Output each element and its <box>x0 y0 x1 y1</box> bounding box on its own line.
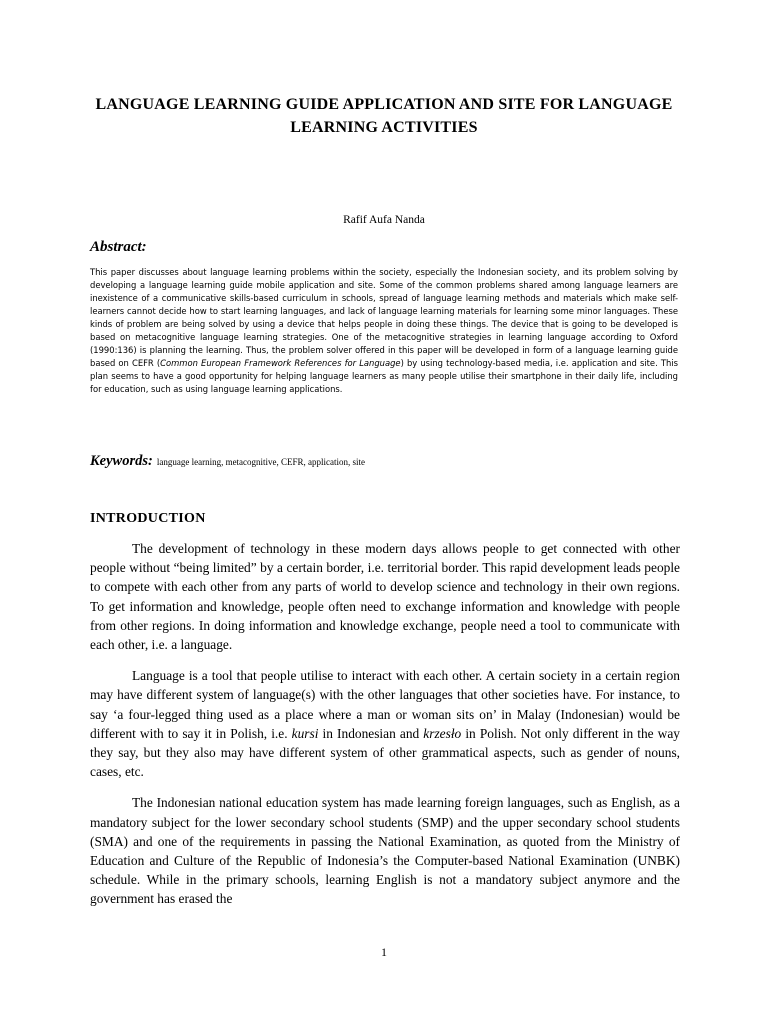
abstract-text-part: This paper discusses about language learning problems within the society, especially the Indonesian society, and its problem solving by developing a language learning guide mobile application and site. Some of the common problems shared among language learners are inexistence of a communicative skills-based curriculum in schools, spread of language learning methods and materials which make self-learners cannot decide how to start learning languages, and lack of language learning materials for learning some minor languages. These kinds of problem are being solved by using a device that helps people in doing these things. The device that is going to be developed is based on metacognitive language learning strategies. One of the metacognitive strategies in learning language according to Oxford (1990:136) is planning the learning. Thus, the problem solver offered in this paper will be developed in form of a language learning guide based on CEFR ( <box>90 267 678 368</box>
introduction-body <box>90 539 680 921</box>
paragraph: The development of technology in these modern days allows people to get connected with other people without “being limited” by a certain border, i.e. territorial border. This rapid development leads people to compete with each other from any parts of world to develop science and technology in their own regions. To get information and knowledge, people often need to exchange information and knowledge with people from other regions. In doing information and knowledge exchange, people need a tool to communicate with each other, i.e. a language. <box>90 541 680 653</box>
paragraph: The Indonesian national education system has made learning foreign languages, such as English, as a mandatory subject for the lower secondary school students (SMP) and the upper secondary school students (SMA) and one of the requirements in passing the National Examination, as quoted from the Ministry of Education and Culture of the Republic of Indonesia’s the Computer-based National Examination (UNBK) schedule. While in the primary schools, learning English is not a mandatory subject anymore and the government has erased the <box>90 795 680 907</box>
paragraph-text: in Indonesian and <box>318 725 424 741</box>
abstract-heading: Abstract: <box>90 239 147 255</box>
page-number: 1 <box>381 945 387 959</box>
abstract-italic-term: Common European Framework References for Language <box>160 358 401 368</box>
paragraph-text: Language is a tool that people utilise to interact with each other. A certain society in a certain region may have different system of language(s) with the other languages that other societies have. For instance, to say ‘a four-legged thing used as a place where a man or woman sits on’ in Malay (Indonesian) would be different with to say it in Polish, i.e. <box>90 668 680 741</box>
abstract-text <box>90 266 678 396</box>
author-name: Rafif Aufa Nanda <box>343 214 425 226</box>
italic-word: kursi <box>291 725 319 741</box>
paragraph <box>90 666 680 781</box>
keywords-list: language learning, metacognitive, CEFR, application, site <box>156 457 366 467</box>
introduction-heading: INTRODUCTION <box>90 511 206 526</box>
keywords-label: Keywords: <box>90 453 153 469</box>
keywords-line <box>90 452 678 470</box>
italic-word: krzesło <box>423 725 462 741</box>
paragraph-text: in Polish. Not only different in the way they say, but they also may have different system of other grammatical aspects, such as gender of nouns, cases, etc. <box>90 725 680 780</box>
paper-title: LANGUAGE LEARNING GUIDE APPLICATION AND SITE FOR LANGUAGE LEARNING ACTIVITIES <box>95 96 673 136</box>
abstract-text-part: ) by using technology-based media, i.e. application and site. This plan seems to have a good opportunity for helping language learners as many people utilise their smartphone in their daily life, including for education, such as using language learning applications. <box>90 358 678 394</box>
